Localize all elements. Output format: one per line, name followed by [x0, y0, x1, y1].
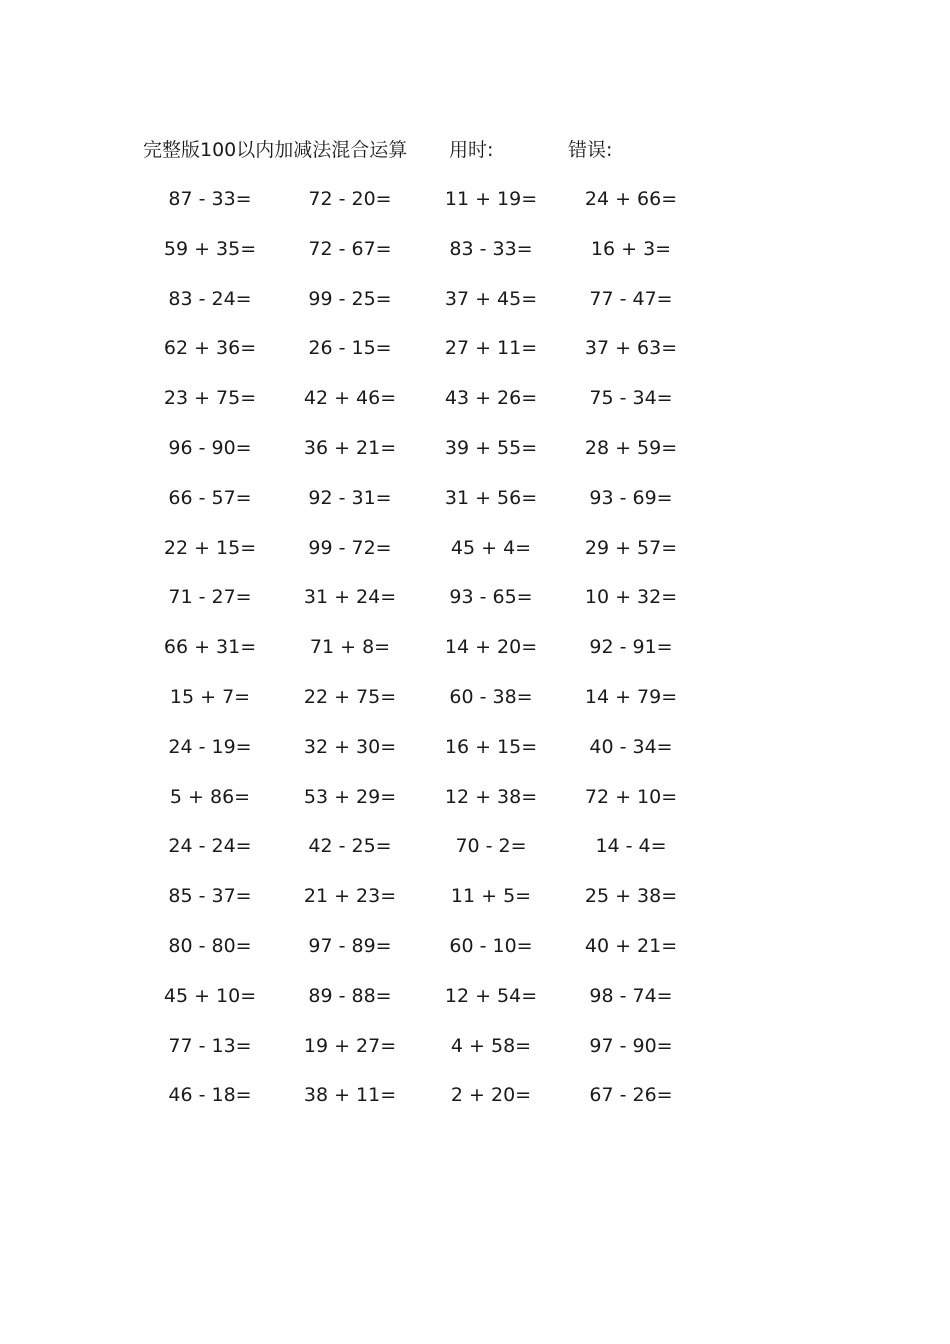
arithmetic-problem: 12 + 38=	[444, 785, 538, 808]
arithmetic-problem: 87 - 33=	[168, 188, 252, 210]
arithmetic-problem: 37 + 63=	[584, 337, 678, 360]
arithmetic-problem: 59 + 35=	[163, 237, 257, 260]
arithmetic-problem: 99 - 25=	[308, 287, 392, 310]
arithmetic-problem: 45 + 4=	[450, 536, 532, 559]
arithmetic-problem: 22 + 15=	[163, 536, 257, 559]
arithmetic-problem: 37 + 45=	[444, 287, 538, 310]
arithmetic-problem: 43 + 26=	[444, 387, 538, 410]
arithmetic-problem: 46 - 18=	[168, 1084, 252, 1107]
arithmetic-problem: 12 + 54=	[444, 984, 538, 1007]
arithmetic-problem: 21 + 23=	[303, 885, 397, 908]
arithmetic-problem: 96 - 90=	[168, 436, 252, 459]
arithmetic-problem: 66 + 31=	[163, 636, 257, 659]
arithmetic-problem: 19 + 27=	[303, 1034, 397, 1057]
arithmetic-problem: 89 - 88=	[308, 984, 392, 1007]
arithmetic-problem: 66 - 57=	[168, 486, 252, 509]
problem-row	[140, 234, 700, 284]
worksheet-title: 完整版100以内加减法混合运算	[143, 139, 408, 161]
arithmetic-problem: 83 - 33=	[449, 237, 533, 260]
errors-label: 错误:	[568, 139, 613, 161]
arithmetic-problem: 53 + 29=	[303, 785, 397, 808]
arithmetic-problem: 16 + 3=	[590, 237, 672, 260]
arithmetic-problem: 32 + 30=	[303, 735, 397, 758]
arithmetic-problem: 25 + 38=	[584, 885, 678, 908]
arithmetic-problem: 39 + 55=	[444, 436, 538, 459]
problem-row	[140, 931, 700, 981]
arithmetic-problem: 77 - 47=	[589, 287, 673, 310]
arithmetic-problem: 31 + 56=	[444, 486, 538, 509]
problem-row	[140, 333, 700, 383]
problem-row	[140, 1031, 700, 1081]
problem-grid	[140, 184, 700, 1130]
problem-row	[140, 831, 700, 881]
problem-row	[140, 284, 700, 334]
arithmetic-problem: 85 - 37=	[168, 885, 252, 908]
arithmetic-problem: 80 - 80=	[168, 934, 252, 957]
problem-row	[140, 682, 700, 732]
arithmetic-problem: 98 - 74=	[589, 984, 673, 1007]
arithmetic-problem: 36 + 21=	[303, 436, 397, 459]
arithmetic-problem: 26 - 15=	[308, 337, 392, 360]
arithmetic-problem: 14 + 79=	[584, 685, 678, 708]
arithmetic-problem: 16 + 15=	[444, 735, 538, 758]
arithmetic-problem: 71 + 8=	[309, 636, 391, 659]
arithmetic-problem: 23 + 75=	[163, 387, 257, 410]
arithmetic-problem: 92 - 31=	[308, 486, 392, 509]
arithmetic-problem: 72 - 20=	[308, 188, 392, 210]
arithmetic-problem: 29 + 57=	[584, 536, 678, 559]
arithmetic-problem: 10 + 32=	[584, 586, 678, 609]
time-label: 用时:	[449, 139, 494, 161]
arithmetic-problem: 93 - 69=	[589, 486, 673, 509]
arithmetic-problem: 70 - 2=	[455, 835, 527, 858]
arithmetic-problem: 15 + 7=	[169, 685, 251, 708]
arithmetic-problem: 24 + 66=	[584, 188, 678, 210]
arithmetic-problem: 14 - 4=	[595, 835, 667, 858]
arithmetic-problem: 24 - 24=	[168, 835, 252, 858]
arithmetic-problem: 31 + 24=	[303, 586, 397, 609]
arithmetic-problem: 2 + 20=	[450, 1084, 532, 1107]
arithmetic-problem: 45 + 10=	[163, 984, 257, 1007]
arithmetic-problem: 93 - 65=	[449, 586, 533, 609]
arithmetic-problem: 40 - 34=	[589, 735, 673, 758]
problem-row	[140, 1080, 700, 1130]
arithmetic-problem: 60 - 38=	[449, 685, 533, 708]
arithmetic-problem: 97 - 90=	[589, 1034, 673, 1057]
problem-row	[140, 433, 700, 483]
problem-row	[140, 184, 700, 234]
problem-row	[140, 582, 700, 632]
arithmetic-problem: 14 + 20=	[444, 636, 538, 659]
arithmetic-problem: 92 - 91=	[589, 636, 673, 659]
problem-row	[140, 981, 700, 1031]
arithmetic-problem: 60 - 10=	[449, 934, 533, 957]
problem-row	[140, 881, 700, 931]
problem-row	[140, 632, 700, 682]
arithmetic-problem: 38 + 11=	[303, 1084, 397, 1107]
arithmetic-problem: 67 - 26=	[589, 1084, 673, 1107]
arithmetic-problem: 24 - 19=	[168, 735, 252, 758]
arithmetic-problem: 42 - 25=	[308, 835, 392, 858]
problem-row	[140, 383, 700, 433]
arithmetic-problem: 28 + 59=	[584, 436, 678, 459]
arithmetic-problem: 75 - 34=	[589, 387, 673, 410]
arithmetic-problem: 72 + 10=	[584, 785, 678, 808]
arithmetic-problem: 83 - 24=	[168, 287, 252, 310]
problem-row	[140, 782, 700, 832]
arithmetic-problem: 27 + 11=	[444, 337, 538, 360]
arithmetic-problem: 5 + 86=	[169, 785, 251, 808]
arithmetic-problem: 99 - 72=	[308, 536, 392, 559]
problem-row	[140, 483, 700, 533]
problem-row	[140, 732, 700, 782]
arithmetic-problem: 62 + 36=	[163, 337, 257, 360]
arithmetic-problem: 42 + 46=	[303, 387, 397, 410]
problem-row	[140, 533, 700, 583]
arithmetic-problem: 40 + 21=	[584, 934, 678, 957]
arithmetic-problem: 72 - 67=	[308, 237, 392, 260]
arithmetic-problem: 22 + 75=	[303, 685, 397, 708]
arithmetic-problem: 97 - 89=	[308, 934, 392, 957]
arithmetic-problem: 71 - 27=	[168, 586, 252, 609]
arithmetic-problem: 4 + 58=	[450, 1034, 532, 1057]
arithmetic-problem: 11 + 19=	[444, 188, 538, 210]
arithmetic-problem: 77 - 13=	[168, 1034, 252, 1057]
arithmetic-problem: 11 + 5=	[450, 885, 532, 908]
